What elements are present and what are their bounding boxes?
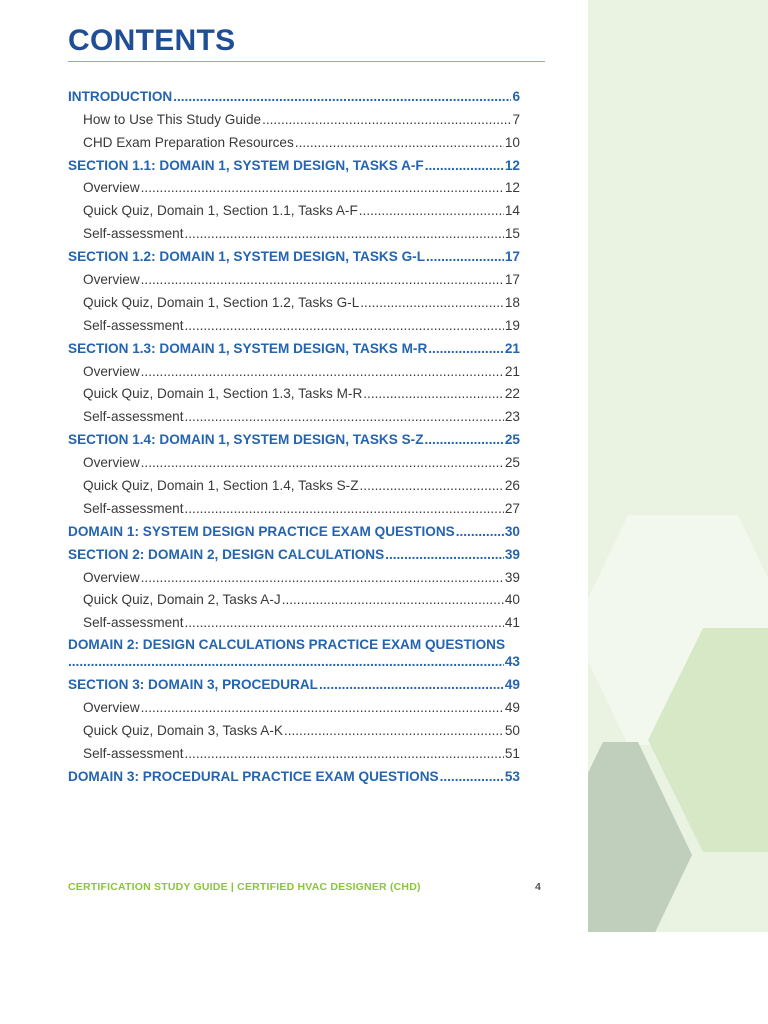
toc-dot-leader <box>141 699 504 716</box>
toc-dot-leader <box>141 179 504 196</box>
toc-page-number: 51 <box>504 745 520 761</box>
toc-entry-title: Self-assessment <box>83 226 184 242</box>
toc-subsection-entry[interactable] <box>68 448 520 471</box>
toc-dot-leader <box>360 294 504 311</box>
toc-entry-title: Quick Quiz, Domain 2, Tasks A-J <box>83 592 281 608</box>
toc-subsection-entry[interactable] <box>68 402 520 425</box>
toc-dot-leader <box>282 591 504 608</box>
decorative-hexagon-panel <box>588 0 768 932</box>
toc-subsection-entry[interactable] <box>68 128 520 151</box>
toc-page-number: 40 <box>504 592 520 608</box>
title-divider <box>68 61 545 62</box>
toc-entry-title: Quick Quiz, Domain 1, Section 1.1, Tasks A-F <box>83 203 358 219</box>
toc-dot-leader <box>359 202 504 219</box>
footer-title: CERTIFICATION STUDY GUIDE | CERTIFIED HVAC DESIGNER (CHD) <box>68 881 421 893</box>
toc-page-number: 43 <box>504 654 520 670</box>
toc-dot-leader <box>426 248 504 265</box>
toc-dot-leader <box>141 363 504 380</box>
toc-page-number: 53 <box>504 768 520 784</box>
toc-page-number: 25 <box>504 432 520 448</box>
toc-subsection-entry[interactable] <box>68 174 520 197</box>
toc-dot-leader <box>141 271 504 288</box>
toc-dot-leader <box>284 722 504 739</box>
toc-section-entry[interactable] <box>68 425 520 448</box>
toc-page-number: 14 <box>504 203 520 219</box>
toc-page-number: 15 <box>504 226 520 242</box>
toc-page-number: 10 <box>504 134 520 150</box>
toc-dot-leader <box>428 340 504 357</box>
toc-page-number: 22 <box>504 386 520 402</box>
toc-page-number: 19 <box>504 317 520 333</box>
toc-entry-title: SECTION 1.2: DOMAIN 1, SYSTEM DESIGN, TASKS G-L <box>68 249 426 265</box>
toc-dot-leader <box>319 676 504 693</box>
toc-section-entry[interactable] <box>68 82 520 105</box>
toc-dot-leader <box>184 500 503 517</box>
toc-page-number: 27 <box>504 500 520 516</box>
toc-page-number: 49 <box>504 677 520 693</box>
toc-page-number: 50 <box>504 723 520 739</box>
toc-subsection-entry[interactable] <box>68 357 520 380</box>
toc-entry-title: Quick Quiz, Domain 3, Tasks A-K <box>83 723 283 739</box>
toc-entry-title: SECTION 1.3: DOMAIN 1, SYSTEM DESIGN, TASKS M-R <box>68 340 428 356</box>
toc-entry-title: DOMAIN 1: SYSTEM DESIGN PRACTICE EXAM QUESTIONS <box>68 523 455 539</box>
toc-page-number: 18 <box>504 294 520 310</box>
toc-entry-title: Overview <box>83 569 140 585</box>
toc-entry-title: CHD Exam Preparation Resources <box>83 134 294 150</box>
toc-dot-leader <box>141 454 504 471</box>
toc-dot-leader <box>456 523 504 540</box>
toc-entry-title: SECTION 1.1: DOMAIN 1, SYSTEM DESIGN, TASKS A-F <box>68 157 424 173</box>
toc-page-number: 21 <box>504 340 520 356</box>
toc-section-entry[interactable] <box>68 762 520 785</box>
toc-dot-leader <box>360 477 504 494</box>
footer-page-number: 4 <box>535 881 541 893</box>
toc-section-entry[interactable] <box>68 151 520 174</box>
toc-subsection-entry[interactable] <box>68 494 520 517</box>
toc-section-entry[interactable] <box>68 540 520 563</box>
page-title: CONTENTS <box>68 24 236 57</box>
toc-entry-title: Overview <box>83 180 140 196</box>
toc-entry-title: INTRODUCTION <box>68 88 173 104</box>
toc-dot-leader <box>385 546 504 563</box>
toc-entry-title: Quick Quiz, Domain 1, Section 1.3, Tasks M-R <box>83 386 363 402</box>
toc-dot-leader <box>440 768 504 785</box>
hexagon-pattern-graphic <box>588 0 768 932</box>
toc-page-number: 12 <box>504 180 520 196</box>
table-of-contents <box>68 82 520 785</box>
toc-entry-title: Self-assessment <box>83 615 184 631</box>
toc-dot-leader <box>363 385 504 402</box>
toc-entry-title: Self-assessment <box>83 317 184 333</box>
toc-dot-leader <box>262 111 511 128</box>
toc-subsection-entry[interactable] <box>68 716 520 739</box>
toc-page-number: 39 <box>504 569 520 585</box>
toc-entry-title: Self-assessment <box>83 500 184 516</box>
toc-dot-leader <box>184 225 503 242</box>
toc-dot-leader <box>295 134 504 151</box>
toc-page-number: 25 <box>504 455 520 471</box>
toc-page-number: 17 <box>504 249 520 265</box>
toc-dot-leader <box>141 569 504 586</box>
toc-page-number: 26 <box>504 478 520 494</box>
toc-entry-title: Overview <box>83 272 140 288</box>
toc-entry-title: SECTION 3: DOMAIN 3, PROCEDURAL <box>68 677 318 693</box>
toc-subsection-entry[interactable] <box>68 739 520 762</box>
toc-section-entry[interactable] <box>68 242 520 265</box>
toc-dot-leader <box>425 157 504 174</box>
toc-subsection-entry[interactable] <box>68 608 520 631</box>
toc-entry-title: Overview <box>83 455 140 471</box>
toc-page-number: 17 <box>504 272 520 288</box>
toc-dot-leader <box>68 653 504 670</box>
toc-subsection-entry[interactable] <box>68 288 520 311</box>
toc-page-number: 23 <box>504 409 520 425</box>
toc-section-entry[interactable] <box>68 631 520 670</box>
toc-subsection-entry[interactable] <box>68 471 520 494</box>
toc-entry-title: SECTION 2: DOMAIN 2, DESIGN CALCULATIONS <box>68 546 385 562</box>
toc-page-number: 30 <box>504 523 520 539</box>
toc-entry-title: SECTION 1.4: DOMAIN 1, SYSTEM DESIGN, TASKS S-Z <box>68 432 424 448</box>
toc-page-number: 41 <box>504 615 520 631</box>
toc-entry-title: Quick Quiz, Domain 1, Section 1.2, Tasks G-L <box>83 294 360 310</box>
toc-page-number: 6 <box>512 88 520 104</box>
toc-subsection-entry[interactable] <box>68 563 520 586</box>
toc-subsection-entry[interactable] <box>68 586 520 609</box>
toc-dot-leader <box>425 431 504 448</box>
toc-subsection-entry[interactable] <box>68 219 520 242</box>
toc-page-number: 39 <box>504 546 520 562</box>
toc-subsection-entry[interactable] <box>68 196 520 219</box>
toc-page-number: 12 <box>504 157 520 173</box>
toc-page-number: 7 <box>512 111 520 127</box>
toc-entry-title: Overview <box>83 363 140 379</box>
toc-section-entry[interactable] <box>68 517 520 540</box>
toc-dot-leader <box>173 88 511 105</box>
toc-section-entry[interactable] <box>68 670 520 693</box>
toc-dot-leader <box>184 614 503 631</box>
toc-dot-leader <box>184 745 503 762</box>
toc-section-entry[interactable] <box>68 334 520 357</box>
toc-subsection-entry[interactable] <box>68 105 520 128</box>
toc-entry-title: DOMAIN 2: DESIGN CALCULATIONS PRACTICE EXAM QUESTIONS <box>68 637 506 653</box>
toc-subsection-entry[interactable] <box>68 380 520 403</box>
toc-page-number: 49 <box>504 700 520 716</box>
toc-subsection-entry[interactable] <box>68 265 520 288</box>
toc-entry-title: Quick Quiz, Domain 1, Section 1.4, Tasks S-Z <box>83 478 359 494</box>
toc-entry-title: Overview <box>83 700 140 716</box>
toc-entry-title: DOMAIN 3: PROCEDURAL PRACTICE EXAM QUESTIONS <box>68 768 439 784</box>
toc-entry-title: How to Use This Study Guide <box>83 111 262 127</box>
toc-entry-title: Self-assessment <box>83 745 184 761</box>
toc-entry-title: Self-assessment <box>83 409 184 425</box>
toc-subsection-entry[interactable] <box>68 311 520 334</box>
toc-dot-leader <box>184 317 503 334</box>
toc-page-number: 21 <box>504 363 520 379</box>
toc-subsection-entry[interactable] <box>68 693 520 716</box>
toc-dot-leader <box>184 408 503 425</box>
